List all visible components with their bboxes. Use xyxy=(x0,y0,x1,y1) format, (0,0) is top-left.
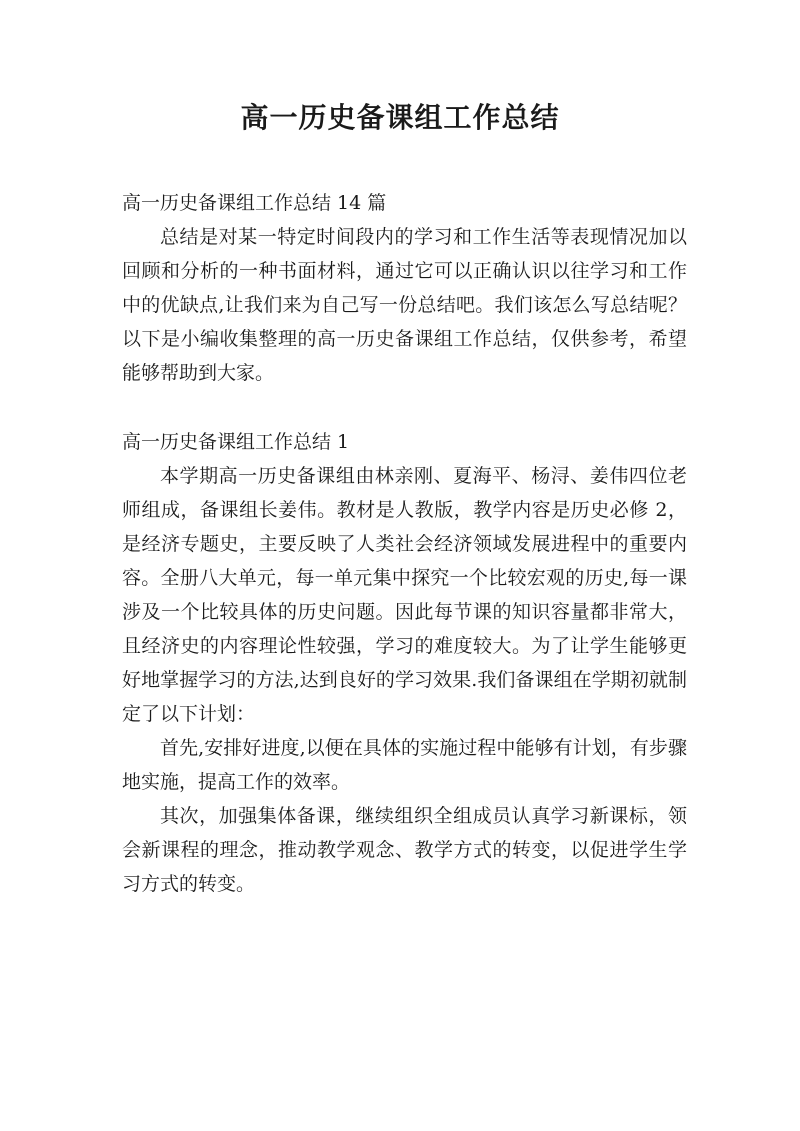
section-1-paragraph-2: 首先,安排好进度,以便在具体的实施过程中能够有计划，有步骤地实施，提高工作的效率。 xyxy=(122,737,687,793)
section-1-heading: 高一历史备课组工作总结 1 xyxy=(122,431,350,453)
document-title: 高一历史备课组工作总结 xyxy=(240,101,560,134)
section-spacer xyxy=(122,390,687,425)
intro-paragraph: 总结是对某一特定时间段内的学习和工作生活等表现情况加以回顾和分析的一种书面材料，通过它可以正确认识以往学习和工作中的优缺点,让我们来为自己写一份总结吧。我们该怎么写总结呢？以下是小编收集整理的高一历史备课组工作总结，仅供参考，希望能够帮助到大家。 xyxy=(122,226,687,384)
intro-heading: 高一历史备课组工作总结 14 篇 xyxy=(122,192,387,214)
section-1-paragraph-1: 本学期高一历史备课组由林亲刚、夏海平、杨浔、姜伟四位老师组成，备课组长姜伟。教材是人教版，教学内容是历史必修 2，是经济专题史，主要反映了人类社会经济领域发展进程中的重要内容。全册八大单元，每一单元集中探究一个比较宏观的历史,每一课涉及一个比较具体的历史问题。因此每节课的知识容量都非常大，且经济史的内容理论性较强，学习的难度较大。为了让学生能够更好地掌握学习的方法,达到良好的学习效果.我们备课组在学期初就制定了以下计划： xyxy=(122,465,687,725)
section-1-paragraph-3: 其次，加强集体备课，继续组织全组成员认真学习新课标，领会新课程的理念，推动教学观念、教学方式的转变，以促进学生学习方式的转变。 xyxy=(122,805,687,895)
document-body xyxy=(122,186,687,901)
